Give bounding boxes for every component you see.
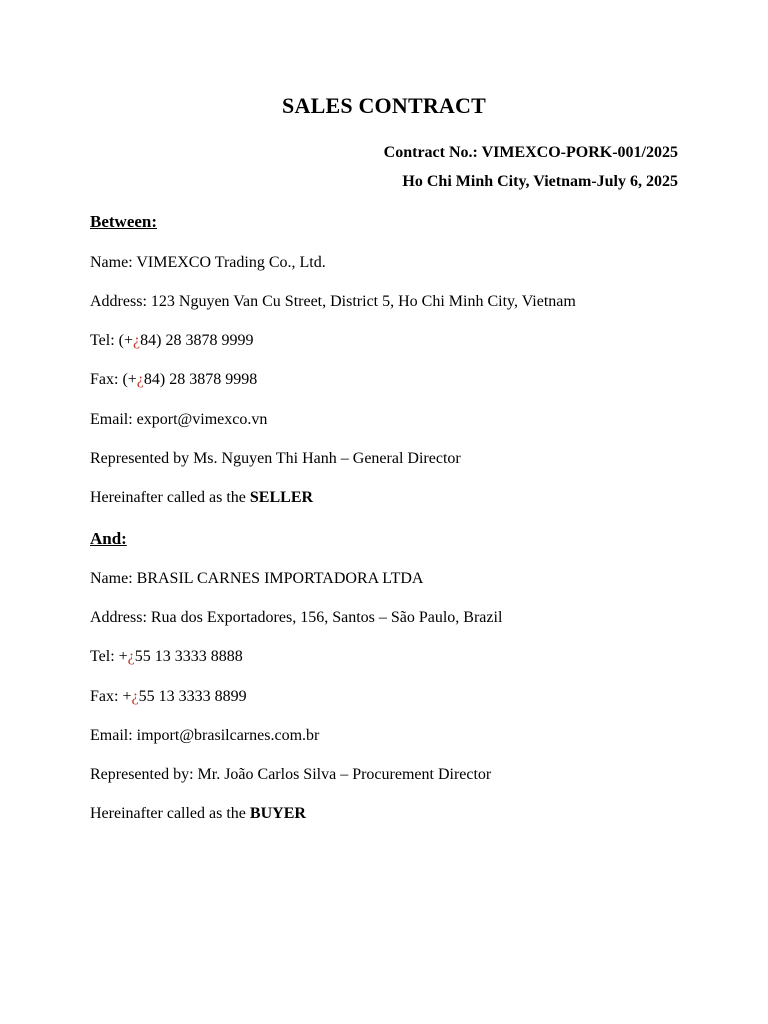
- seller-tel: [90, 332, 253, 350]
- buyer-name: Name: BRASIL CARNES IMPORTADORA LTDA: [90, 570, 424, 587]
- seller-email: Email: export@vimexco.vn: [90, 411, 268, 428]
- seller-fax-number: 84) 28 3878 9998: [143, 371, 258, 388]
- document-title: SALES CONTRACT: [282, 93, 486, 118]
- buyer-fax-glyph: ¿: [131, 688, 139, 705]
- buyer-tel-prefix: Tel: +: [90, 648, 128, 665]
- seller-designation-text: Hereinafter called as the: [90, 489, 250, 506]
- seller-tel-prefix: Tel: (+: [90, 332, 133, 349]
- buyer-fax-number: 55 13 3333 8899: [138, 688, 247, 705]
- buyer-address: Address: Rua dos Exportadores, 156, Santos – São Paulo, Brazil: [90, 609, 503, 626]
- seller-representative: Represented by Ms. Nguyen Thi Hanh – General Director: [90, 450, 461, 467]
- seller-role: SELLER: [249, 489, 314, 506]
- buyer-fax-prefix: Fax: +: [90, 688, 132, 705]
- seller-tel-glyph: ¿: [133, 332, 141, 349]
- seller-name: Name: VIMEXCO Trading Co., Ltd.: [90, 254, 326, 271]
- buyer-tel-glyph: ¿: [127, 648, 135, 665]
- buyer-tel-number: 55 13 3333 8888: [134, 648, 243, 665]
- seller-designation: [90, 489, 313, 507]
- buyer-role: BUYER: [249, 805, 306, 822]
- buyer-representative: Represented by: Mr. João Carlos Silva – Procurement Director: [90, 766, 492, 783]
- buyer-designation-text: Hereinafter called as the: [90, 805, 250, 822]
- contract-number: Contract No.: VIMEXCO-PORK-001/2025: [383, 144, 678, 161]
- place-and-date: Ho Chi Minh City, Vietnam-July 6, 2025: [402, 173, 678, 190]
- buyer-email: Email: import@brasilcarnes.com.br: [90, 727, 320, 744]
- seller-heading: Between:: [90, 212, 158, 231]
- buyer-designation: [90, 805, 306, 823]
- buyer-heading: And:: [90, 529, 127, 548]
- seller-tel-number: 84) 28 3878 9999: [140, 332, 254, 349]
- buyer-fax: [90, 688, 247, 706]
- buyer-tel: [90, 648, 243, 666]
- seller-fax-prefix: Fax: (+: [90, 371, 137, 388]
- seller-fax-glyph: ¿: [136, 371, 144, 388]
- seller-fax: [90, 371, 257, 389]
- seller-address: Address: 123 Nguyen Van Cu Street, District 5, Ho Chi Minh City, Vietnam: [90, 293, 576, 310]
